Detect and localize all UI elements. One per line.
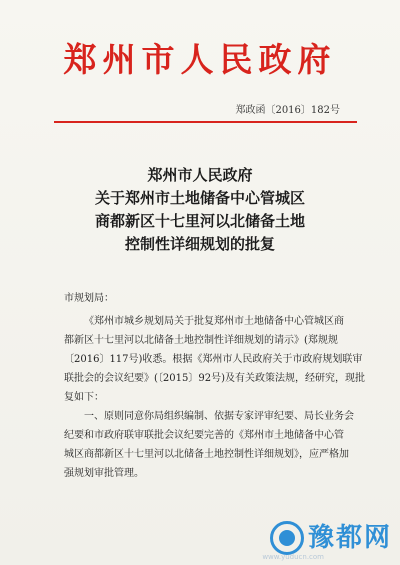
watermark-url: www.yuducn.com	[262, 553, 324, 561]
title-line: 商都新区十七里河以北储备土地	[94, 212, 305, 230]
text-line: 一、原则同意你局组织编制、依据专家评审纪要、局长业务会	[84, 411, 354, 422]
document-title	[0, 164, 400, 256]
body-paragraph-2	[64, 407, 354, 483]
text-line: 〔2016〕117号)收悉。根据《郑州市人民政府关于市政府规划联审	[64, 354, 363, 365]
site-watermark	[270, 521, 392, 555]
text-line: 《郑州市城乡规划局关于批复郑州市土地储备中心管城区商	[84, 316, 344, 327]
body-paragraph-1	[64, 312, 365, 407]
text-line: 复如下：	[64, 392, 104, 403]
text-line: 都新区十七里河以北储备土地控制性详细规划的请示》(郑规规	[64, 335, 338, 346]
watermark-text: 豫都网	[307, 523, 392, 553]
title-line: 关于郑州市土地储备中心管城区	[94, 189, 305, 207]
title-line: 控制性详细规划的批复	[124, 235, 275, 253]
government-header-title: 郑州市人民政府	[63, 40, 337, 79]
text-line: 城区商都新区十七里河以北储备土地控制性详细规划》，应严格加	[64, 449, 349, 460]
text-line: 强规划审批管理。	[64, 468, 144, 479]
text-line: 联批会的会议纪要》(〔2015〕92号)及有关政策法规，经研究，现批	[64, 373, 365, 384]
watermark-logo-icon	[270, 521, 304, 555]
title-line: 郑州市人民政府	[147, 166, 253, 184]
red-divider-line	[54, 121, 357, 123]
text-line: 纪要和市政府联审联批会议纪要完善的《郑州市土地储备中心管	[64, 430, 344, 441]
salutation: 市规划局：	[64, 293, 114, 304]
document-number: 郑政函〔2016〕182号	[235, 105, 340, 116]
